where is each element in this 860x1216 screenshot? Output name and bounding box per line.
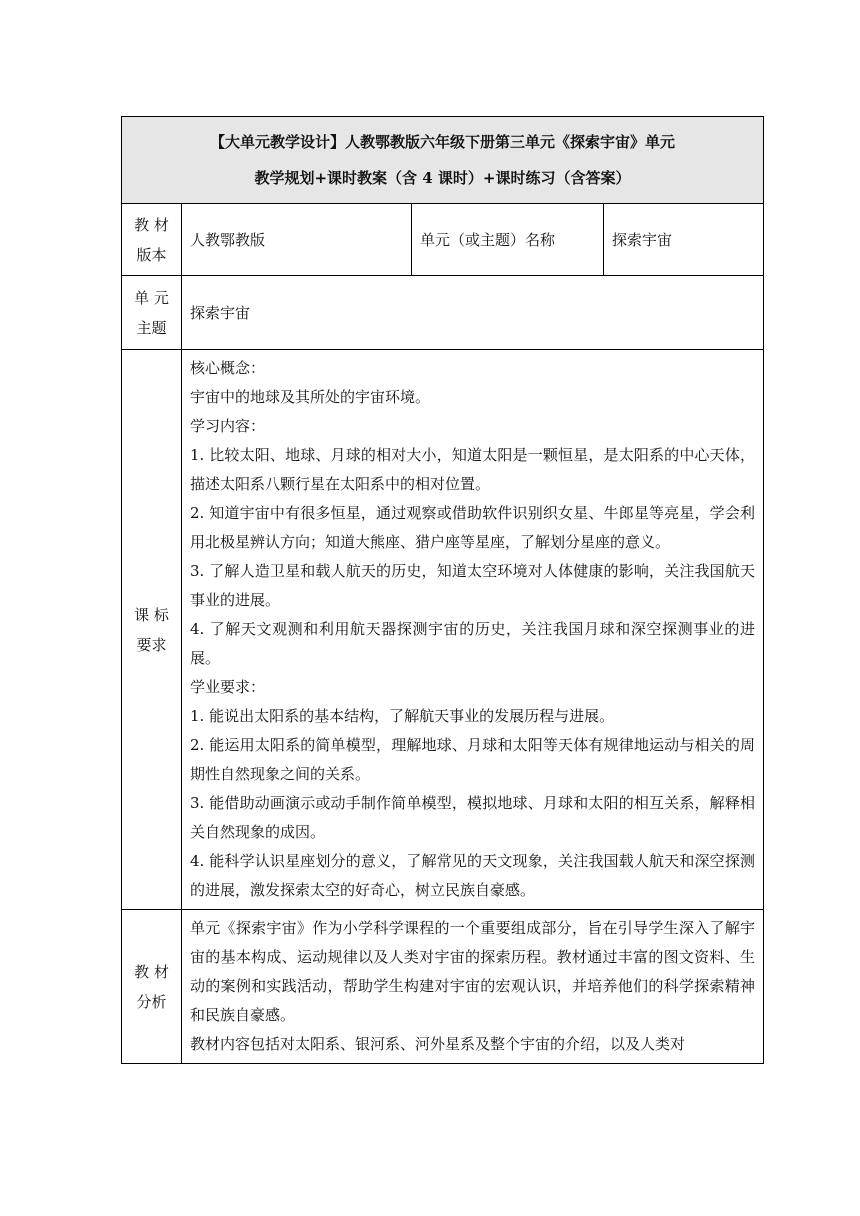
edition-label: 教 材 版本 bbox=[122, 204, 182, 276]
standards-paragraph: 学业要求： bbox=[190, 678, 266, 696]
analysis-paragraph: 单元《探索宇宙》作为小学科学课程的一个重要组成部分，旨在引导学生深入了解宇宙的基本构成、运动规律以及人类对宇宙的探索历程。教材通过丰富的图文资料、生动的案例和实践活动，帮助学生构建对宇宙的宏观认识，并培养他们的科学探索精神和民族自豪感。 bbox=[190, 919, 756, 1024]
theme-row bbox=[122, 276, 764, 350]
standards-paragraph: 3. 能借助动画演示或动手制作简单模型，模拟地球、月球和太阳的相互关系，解释相关自然现象的成因。 bbox=[190, 794, 756, 841]
unit-name-value: 探索宇宙 bbox=[604, 204, 764, 276]
title-line-1: 【大单元教学设计】人教鄂教版六年级下册第三单元《探索宇宙》单元 bbox=[210, 133, 676, 151]
standards-paragraph: 核心概念： bbox=[190, 359, 266, 377]
edition-value: 人教鄂教版 bbox=[182, 204, 412, 276]
standards-paragraph: 学习内容： bbox=[190, 417, 266, 435]
analysis-paragraph: 教材内容包括对太阳系、银河系、河外星系及整个宇宙的介绍，以及人类对 bbox=[190, 1035, 686, 1053]
standards-paragraph: 2. 能运用太阳系的简单模型，理解地球、月球和太阳等天体有规律地运动与相关的周期性自然现象之间的关系。 bbox=[190, 736, 756, 783]
analysis-content bbox=[182, 910, 764, 1064]
standards-paragraph: 4. 能科学认识星座划分的意义，了解常见的天文现象，关注我国载人航天和深空探测的进展，激发探索太空的好奇心，树立民族自豪感。 bbox=[190, 852, 756, 899]
theme-label: 单 元 主题 bbox=[122, 276, 182, 350]
standards-content bbox=[182, 350, 764, 910]
analysis-label: 教 材 分析 bbox=[122, 910, 182, 1064]
standards-paragraph: 3. 了解人造卫星和载人航天的历史，知道太空环境对人体健康的影响，关注我国航天事业的进展。 bbox=[190, 562, 756, 609]
lesson-plan-table bbox=[121, 116, 764, 1064]
edition-row bbox=[122, 204, 764, 276]
standards-paragraph: 4. 了解天文观测和利用航天器探测宇宙的历史，关注我国月球和深空探测事业的进展。 bbox=[190, 620, 756, 667]
title-row bbox=[122, 117, 764, 204]
standards-paragraph: 1. 能说出太阳系的基本结构，了解航天事业的发展历程与进展。 bbox=[190, 707, 615, 725]
standards-paragraph: 1. 比较太阳、地球、月球的相对大小，知道太阳是一颗恒星，是太阳系的中心天体，描述太阳系八颗行星在太阳系中的相对位置。 bbox=[190, 446, 756, 493]
document-title bbox=[122, 117, 764, 204]
standards-row bbox=[122, 350, 764, 910]
standards-paragraph: 2. 知道宇宙中有很多恒星，通过观察或借助软件识别织女星、牛郎星等亮星，学会利用北极星辨认方向；知道大熊座、猎户座等星座，了解划分星座的意义。 bbox=[190, 504, 756, 551]
theme-value: 探索宇宙 bbox=[182, 276, 764, 350]
standards-label: 课 标 要求 bbox=[122, 350, 182, 910]
analysis-row bbox=[122, 910, 764, 1064]
title-line-2: 教学规划+课时教案（含 4 课时）+课时练习（含答案） bbox=[254, 169, 631, 187]
unit-name-label: 单元（或主题）名称 bbox=[412, 204, 604, 276]
standards-paragraph: 宇宙中的地球及其所处的宇宙环境。 bbox=[190, 388, 431, 406]
